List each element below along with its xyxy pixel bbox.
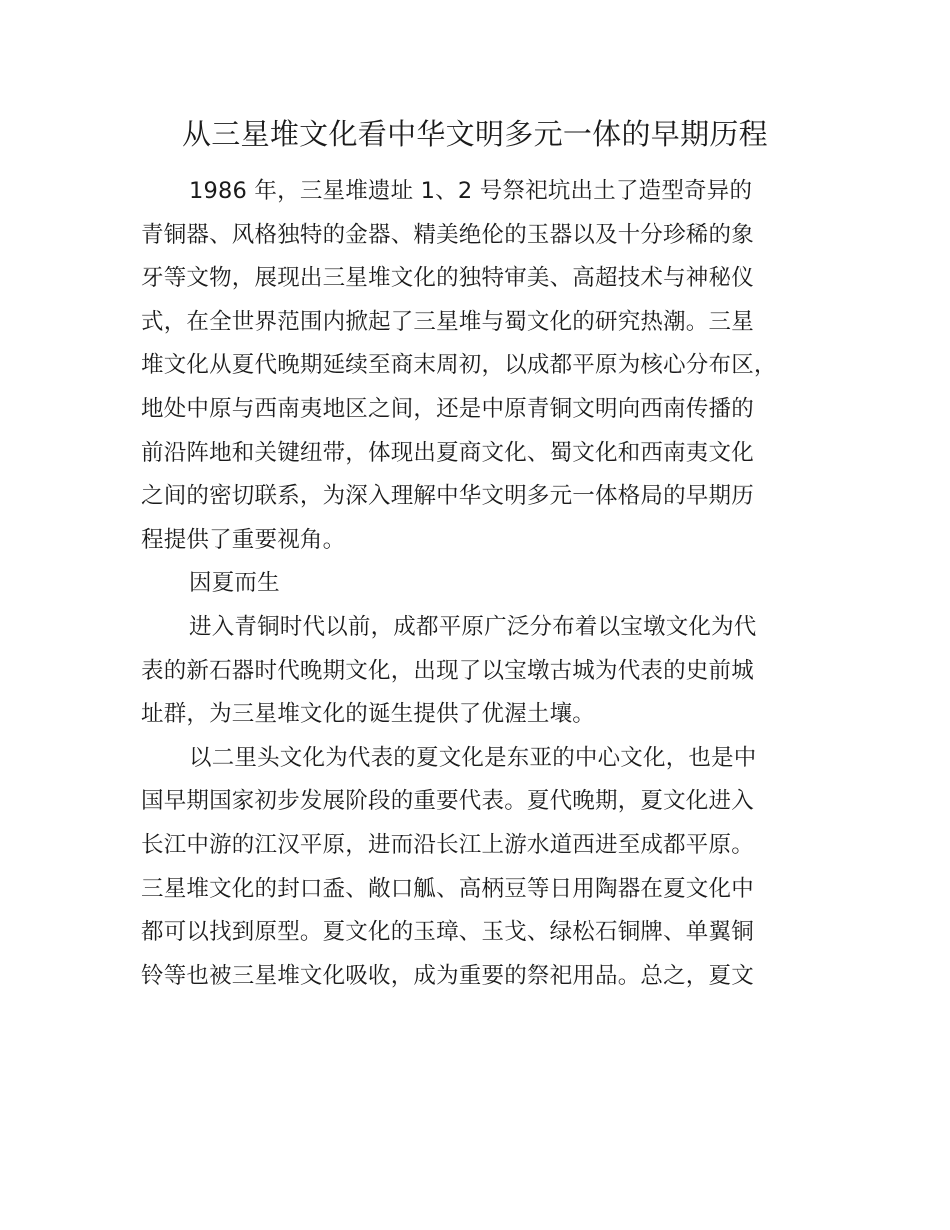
text-line: 表的新石器时代晚期文化，出现了以宝墩古城为代表的史前城 xyxy=(141,657,754,684)
text-line: 地处中原与西南夷地区之间，还是中原青铜文明向西南传播的 xyxy=(141,395,754,422)
section-heading: 因夏而生 xyxy=(189,570,280,597)
text-line: 之间的密切联系，为深入理解中华文明多元一体格局的早期历 xyxy=(141,483,754,510)
document-body xyxy=(141,170,813,998)
text-line: 前沿阵地和关键纽带，体现出夏商文化、蜀文化和西南夷文化 xyxy=(141,439,754,466)
document-title: 从三星堆文化看中华文明多元一体的早期历程 xyxy=(181,117,768,151)
text-line: 址群，为三星堆文化的诞生提供了优渥土壤。 xyxy=(141,701,596,728)
text-line: 以二里头文化为代表的夏文化是东亚的中心文化，也是中 xyxy=(189,744,757,771)
text-line: 进入青铜时代以前，成都平原广泛分布着以宝墩文化为代 xyxy=(189,613,757,640)
text-line: 青铜器、风格独特的金器、精美绝伦的玉器以及十分珍稀的象 xyxy=(141,221,754,248)
text-line: 1986 年，三星堆遗址 1、2 号祭祀坑出土了造型奇异的 xyxy=(189,178,753,204)
text-line: 式，在全世界范围内掀起了三星堆与蜀文化的研究热潮。三星 xyxy=(141,308,754,335)
text-line: 牙等文物，展现出三星堆文化的独特审美、高超技术与神秘仪 xyxy=(141,265,754,292)
text-line: 都可以找到原型。夏文化的玉璋、玉戈、绿松石铜牌、单翼铜 xyxy=(141,919,754,946)
text-line: 程提供了重要视角。 xyxy=(141,526,346,553)
text-line: 长江中游的江汉平原，进而沿长江上游水道西进至成都平原。 xyxy=(141,831,754,858)
text-line: 国早期国家初步发展阶段的重要代表。夏代晚期，夏文化进入 xyxy=(141,788,754,815)
text-line: 堆文化从夏代晚期延续至商末周初，以成都平原为核心分布区， xyxy=(141,352,777,379)
text-line: 铃等也被三星堆文化吸收，成为重要的祭祀用品。总之，夏文 xyxy=(141,962,754,989)
text-line: 三星堆文化的封口盉、敞口觚、高柄豆等日用陶器在夏文化中 xyxy=(141,875,754,902)
